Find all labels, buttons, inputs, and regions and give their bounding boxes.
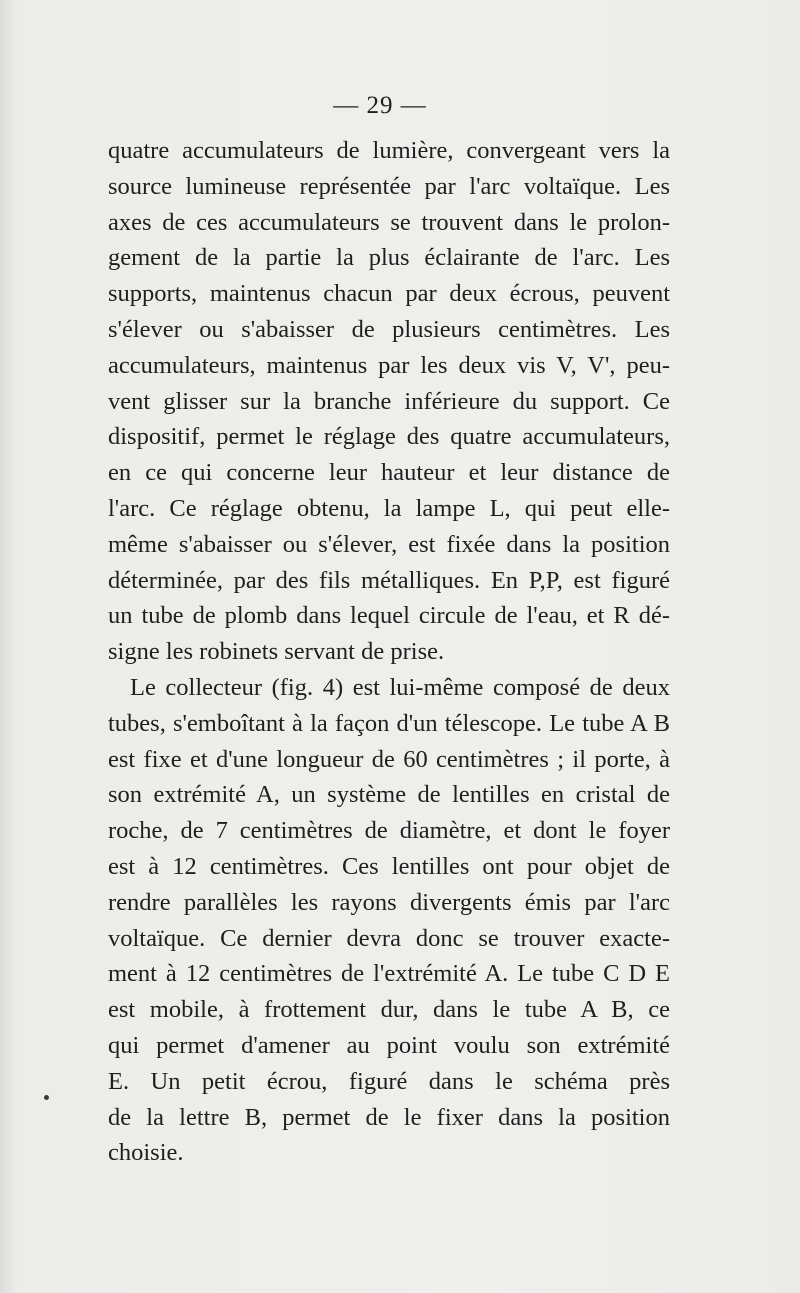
page-number: — 29 — [333,92,427,119]
text-line: est mobile, à frottement dur, dans le tube A B, ce [108,996,670,1024]
text-line: source lumineuse représentée par l'arc voltaïque. Les [108,172,670,200]
text-line: est fixe et d'une longueur de 60 centimètres ; il porte, à [108,745,670,773]
text-line: Le collecteur (fig. 4) est lui-même composé de deux [130,673,670,701]
text-line: ment à 12 centimètres de l'extrémité A. Le tube C D E [108,960,670,988]
text-line: roche, de 7 centimètres de diamètre, et dont le foyer [108,817,670,845]
text-line: signe les robinets servant de prise. [108,638,445,666]
text-line: en ce qui concerne leur hauteur et leur distance de [108,459,670,487]
text-line: vent glisser sur la branche inférieure du support. Ce [108,387,670,415]
text-line: voltaïque. Ce dernier devra donc se trouver exacte- [108,924,670,952]
paragraph-1 [108,133,670,670]
text-line: tubes, s'emboîtant à la façon d'un télescope. Le tube A B [108,709,670,737]
text-line: rendre parallèles les rayons divergents émis par l'arc [108,888,670,916]
text-line: qui permet d'amener au point voulu son extrémité [108,1031,670,1059]
body-text [108,133,670,1171]
text-line: s'élever ou s'abaisser de plusieurs centimètres. Les [108,315,670,343]
text-line: axes de ces accumulateurs se trouvent dans le prolon- [108,208,670,236]
text-line: est à 12 centimètres. Ces lentilles ont pour objet de [108,852,670,880]
ink-speck [44,1095,49,1100]
text-line: gement de la partie la plus éclairante de l'arc. Les [108,244,670,272]
text-line: E. Un petit écrou, figuré dans le schéma près [108,1067,670,1095]
text-line: quatre accumulateurs de lumière, convergeant vers la [108,137,670,164]
text-line: l'arc. Ce réglage obtenu, la lampe L, qui peut elle- [108,494,670,522]
text-line: même s'abaisser ou s'élever, est fixée dans la position [108,530,670,558]
paragraph-2 [108,670,670,1171]
text-line: déterminée, par des fils métalliques. En P,P, est figuré [108,566,670,594]
text-line: de la lettre B, permet de le fixer dans la position [108,1103,670,1131]
text-line: dispositif, permet le réglage des quatre accumulateurs, [108,423,670,451]
text-line: choisie. [108,1139,184,1167]
text-line: supports, maintenus chacun par deux écrous, peuvent [108,280,670,308]
text-line: son extrémité A, un système de lentilles en cristal de [108,781,670,809]
text-line: un tube de plomb dans lequel circule de l'eau, et R dé- [108,602,670,630]
text-line: accumulateurs, maintenus par les deux vis V, V', peu- [108,351,670,379]
